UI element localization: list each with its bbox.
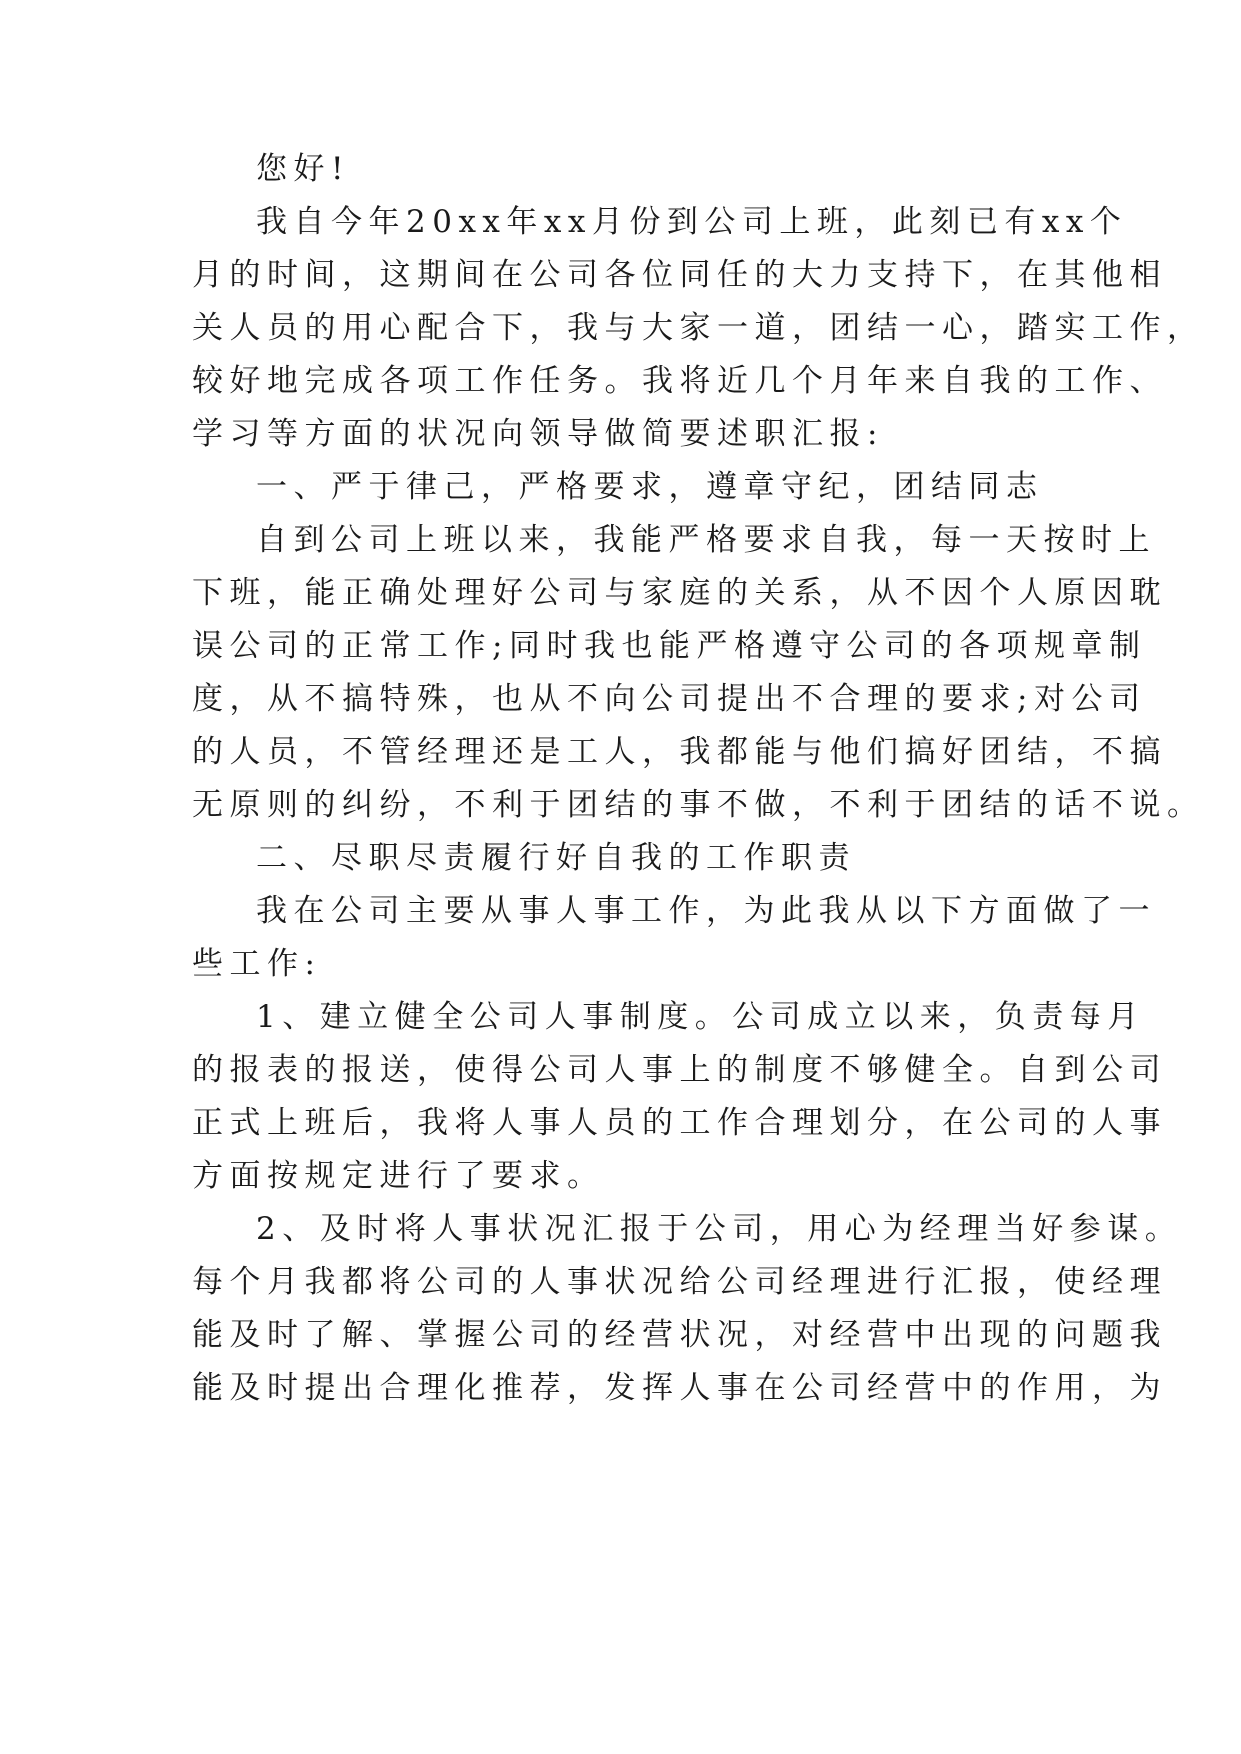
paragraph-line: 我自今年20xx年xx月份到公司上班，此刻已有xx个 (256, 204, 1128, 240)
list-item-line: 2、及时将人事状况汇报于公司，用心为经理当好参谋。 (256, 1211, 1183, 1247)
list-item-line: 1、建立健全公司人事制度。公司成立以来，负责每月 (256, 999, 1145, 1035)
section-heading: 一、严于律己，严格要求，遵章守纪，团结同志 (256, 469, 1044, 505)
paragraph-line: 月的时间，这期间在公司各位同任的大力支持下，在其他相 (192, 257, 1167, 293)
paragraph-line: 关人员的用心配合下，我与大家一道，团结一心，踏实工作， (192, 310, 1205, 346)
paragraph-line: 能及时了解、掌握公司的经营状况，对经营中出现的问题我 (192, 1317, 1167, 1353)
paragraph-line: 自到公司上班以来，我能严格要求自我，每一天按时上 (256, 522, 1156, 558)
paragraph-line: 正式上班后，我将人事人员的工作合理划分，在公司的人事 (192, 1105, 1167, 1141)
paragraph-line: 的人员，不管经理还是工人，我都能与他们搞好团结，不搞 (192, 734, 1167, 770)
paragraph-line: 我在公司主要从事人事工作，为此我从以下方面做了一 (256, 893, 1156, 929)
paragraph-line: 度，从不搞特殊，也从不向公司提出不合理的要求;对公司 (192, 681, 1147, 717)
paragraph-line: 误公司的正常工作;同时我也能严格遵守公司的各项规章制 (192, 628, 1147, 664)
section-heading: 二、尽职尽责履行好自我的工作职责 (256, 840, 856, 876)
paragraph-line: 每个月我都将公司的人事状况给公司经理进行汇报，使经理 (192, 1264, 1167, 1300)
greeting-line: 您好! (256, 151, 350, 187)
paragraph-line: 些工作: (192, 946, 322, 982)
paragraph-line: 的报表的报送，使得公司人事上的制度不够健全。自到公司 (192, 1052, 1167, 1088)
paragraph-line: 较好地完成各项工作任务。我将近几个月年来自我的工作、 (192, 363, 1167, 399)
paragraph-line: 能及时提出合理化推荐，发挥人事在公司经营中的作用，为 (192, 1370, 1167, 1406)
paragraph-line: 方面按规定进行了要求。 (192, 1158, 605, 1194)
paragraph-line: 下班，能正确处理好公司与家庭的关系，从不因个人原因耽 (192, 575, 1167, 611)
paragraph-line: 无原则的纠纷，不利于团结的事不做，不利于团结的话不说。 (192, 787, 1205, 823)
paragraph-line: 学习等方面的状况向领导做简要述职汇报: (192, 416, 884, 452)
